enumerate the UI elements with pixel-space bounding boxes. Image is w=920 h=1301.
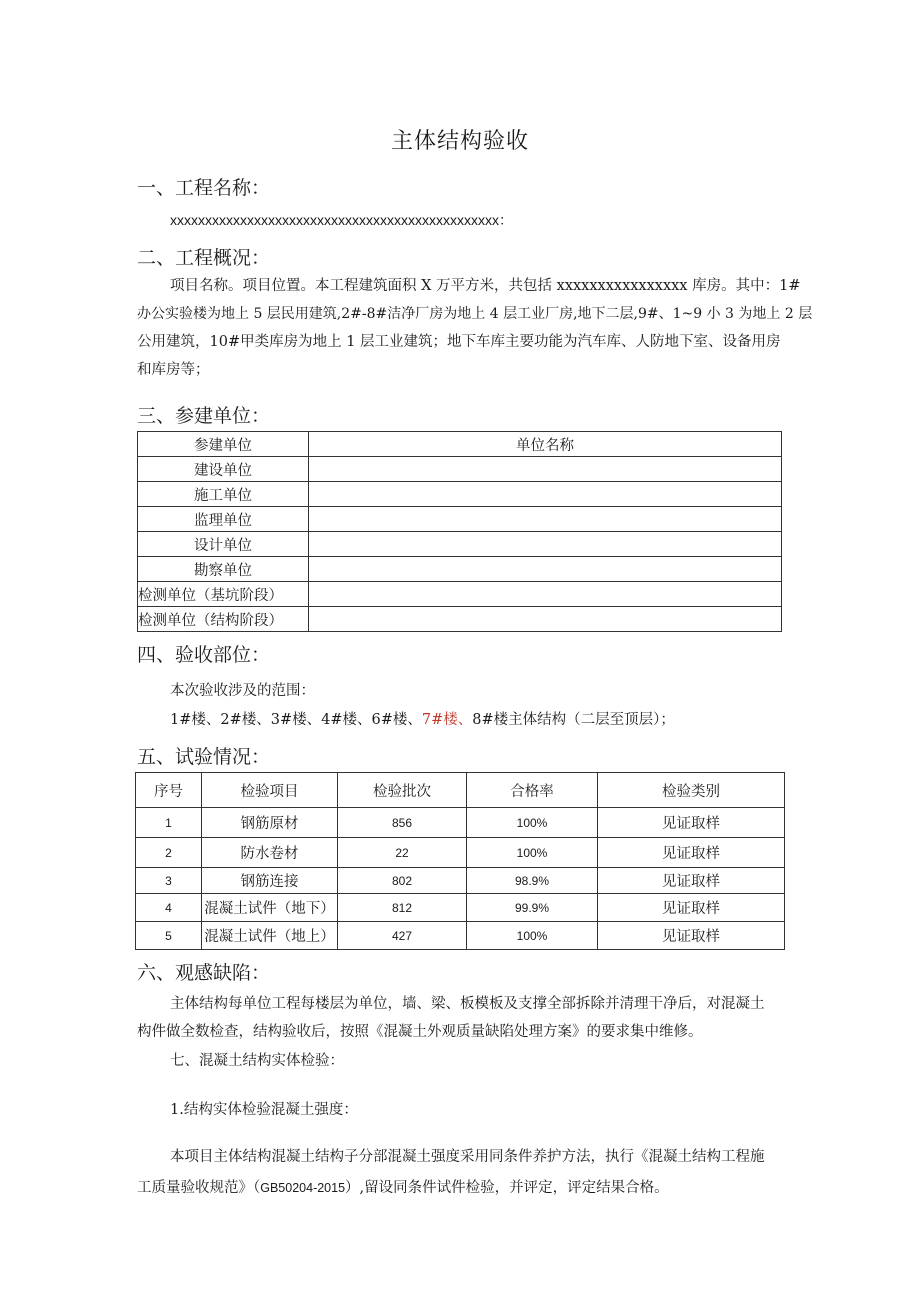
header-cell-unit-name: 单位名称: [309, 432, 782, 457]
header-cell-type: 检验类别: [598, 773, 785, 808]
cell-type: 见证取样: [598, 894, 785, 922]
role-cell: 设计单位: [138, 532, 309, 557]
entity-test-line-2: [137, 1174, 669, 1202]
entity-test-line-1: 本项目主体结构混凝土结构子分部混凝土强度采用同条件养护方法，执行《混凝土结构工程施: [170, 1149, 765, 1165]
cell-rate: 98.9%: [467, 868, 598, 894]
scope-buildings: 1#楼、2#楼、3#楼、4#楼、6#楼、: [170, 712, 422, 728]
table-header-row: [138, 432, 782, 457]
cell-type: 见证取样: [598, 868, 785, 894]
cell-no: 2: [136, 838, 202, 868]
unit-name-cell: [309, 457, 782, 482]
overview-line-4: 和库房等；: [137, 362, 210, 378]
entity-test-line-2-end: ）,留设同条件试件检验，并评定，评定结果合格。: [345, 1180, 669, 1196]
header-cell-item: 检验项目: [202, 773, 338, 808]
participants-table: [137, 431, 782, 632]
standard-code: GB50204-2015: [260, 1181, 346, 1195]
cell-no: 1: [136, 808, 202, 838]
section-heading-overview: 二、工程概况：: [137, 247, 271, 269]
table-row: [136, 808, 785, 838]
cell-batch: 427: [338, 922, 467, 950]
cell-batch: 812: [338, 894, 467, 922]
cell-item: 钢筋连接: [202, 868, 338, 894]
project-name-value: xxxxxxxxxxxxxxxxxxxxxxxxxxxxxxxxxxxxxxxxxxxxxxx：: [170, 212, 513, 228]
section-heading-defects: 六、观感缺陷：: [137, 962, 271, 984]
overview-line-3: 公用建筑，10#甲类库房为地上 1 层工业建筑；地下车库主要功能为汽车库、人防地下室、设备用房: [137, 334, 781, 350]
cell-item: 钢筋原材: [202, 808, 338, 838]
table-row: [138, 482, 782, 507]
page-title: 主体结构验收: [390, 129, 529, 154]
unit-name-cell: [309, 482, 782, 507]
table-row: [136, 894, 785, 922]
cell-item: 混凝土试件（地下）: [202, 894, 338, 922]
unit-name-cell: [309, 582, 782, 607]
table-row: [138, 607, 782, 632]
cell-rate: 100%: [467, 922, 598, 950]
table-row: [136, 838, 785, 868]
entity-test-line-2-start: 工质量验收规范》（: [137, 1180, 261, 1196]
unit-name-cell: [309, 532, 782, 557]
table-row: [138, 532, 782, 557]
cell-type: 见证取样: [598, 838, 785, 868]
table-row: [138, 457, 782, 482]
cell-type: 见证取样: [598, 808, 785, 838]
table-row: [136, 868, 785, 894]
role-cell: 检测单位（基坑阶段）: [138, 582, 309, 607]
table-row: [138, 582, 782, 607]
scope-building-7-highlight: 7#楼、: [421, 712, 473, 728]
header-cell-batch: 检验批次: [338, 773, 467, 808]
section-heading-tests: 五、试验情况：: [137, 746, 271, 768]
unit-name-cell: [309, 507, 782, 532]
entity-test-subheading: 1.结构实体检验混凝土强度：: [170, 1102, 358, 1118]
cell-rate: 100%: [467, 838, 598, 868]
unit-name-cell: [309, 607, 782, 632]
cell-type: 见证取样: [598, 922, 785, 950]
defects-line-2: 构件做全数检查，结构验收后，按照《混凝土外观质量缺陷处理方案》的要求集中维修。: [137, 1024, 703, 1040]
overview-paragraph: [137, 272, 837, 384]
table-row: [136, 922, 785, 950]
cell-batch: 22: [338, 838, 467, 868]
unit-name-cell: [309, 557, 782, 582]
scope-buildings-end: 8#楼主体结构（二层至顶层）；: [472, 712, 675, 728]
header-cell-rate: 合格率: [467, 773, 598, 808]
section-heading-entity-test: 七、混凝土结构实体检验：: [170, 1053, 344, 1069]
scope-intro: 本次验收涉及的范围：: [170, 683, 315, 699]
section-heading-project-name: 一、工程名称：: [137, 177, 271, 199]
cell-no: 5: [136, 922, 202, 950]
overview-line-1: 项目名称。项目位置。本工程建筑面积 X 万平方米，共包括 xxxxxxxxxxxxxxxx 库房。其中：1#: [170, 278, 801, 294]
role-cell: 监理单位: [138, 507, 309, 532]
role-cell: 施工单位: [138, 482, 309, 507]
cell-no: 3: [136, 868, 202, 894]
cell-batch: 802: [338, 868, 467, 894]
tests-table: [135, 772, 785, 950]
overview-line-2: 办公实验楼为地上 5 层民用建筑,2#-8#洁净厂房为地上 4 层工业厂房,地下二层,9#、1~9 小 3 为地上 2 层: [137, 306, 813, 322]
header-cell-role: 参建单位: [138, 432, 309, 457]
cell-item: 混凝土试件（地上）: [202, 922, 338, 950]
cell-no: 4: [136, 894, 202, 922]
scope-list: [170, 706, 675, 734]
defects-line-1: 主体结构每单位工程每楼层为单位，墙、梁、板模板及支撑全部拆除并清理干净后，对混凝土: [170, 996, 765, 1012]
cell-rate: 99.9%: [467, 894, 598, 922]
role-cell: 勘察单位: [138, 557, 309, 582]
table-row: [138, 507, 782, 532]
table-row: [138, 557, 782, 582]
cell-batch: 856: [338, 808, 467, 838]
section-heading-participants: 三、参建单位：: [137, 405, 271, 427]
role-cell: 检测单位（结构阶段）: [138, 607, 309, 632]
cell-item: 防水卷材: [202, 838, 338, 868]
section-heading-scope: 四、验收部位：: [137, 644, 271, 666]
cell-rate: 100%: [467, 808, 598, 838]
role-cell: 建设单位: [138, 457, 309, 482]
header-cell-no: 序号: [136, 773, 202, 808]
table-header-row: [136, 773, 785, 808]
